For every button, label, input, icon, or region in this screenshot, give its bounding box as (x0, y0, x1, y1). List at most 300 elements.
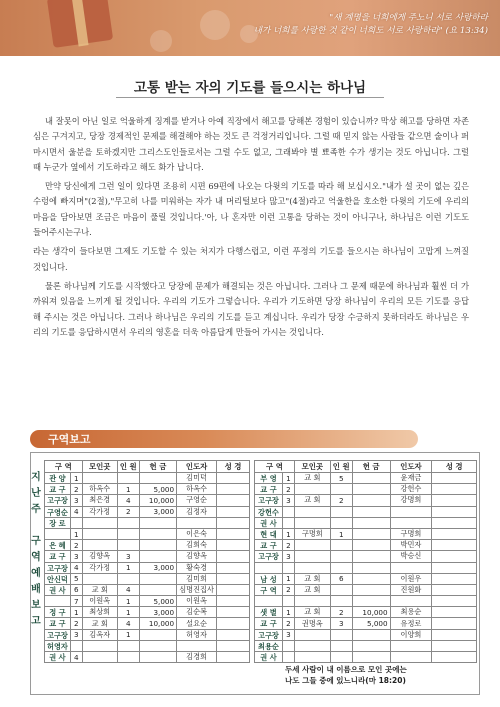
district-group-cell: 남 성 (255, 573, 283, 584)
district-number-cell: 3 (70, 495, 82, 506)
table-row (45, 596, 250, 607)
offering-cell (139, 473, 176, 484)
scripture-cell (432, 540, 477, 551)
side-label-char: 보 (31, 600, 41, 611)
district-group-cell: 고구장 (255, 551, 283, 562)
district-group-cell: 구 역 (255, 584, 283, 595)
scripture-cell (217, 528, 250, 539)
table-row (45, 473, 250, 484)
leader-cell (390, 506, 432, 517)
district-group-cell: 교 구 (45, 484, 71, 495)
meeting-place-cell: 교 회 (294, 607, 330, 618)
offering-cell (352, 540, 390, 551)
sermon-paragraph: 물론 하나님께 기도를 시작했다고 당장에 문제가 해결되는 것은 아닙니다. 그러나 그 문제 때문에 하나님과 훨씬 더 가까워져 있음을 느끼게 될 것입니다. 우리의 기도가 그렇습니다. 우리가 기도하면 당장 하나님이 우리의 모든 기도를 응답해 주시는 것은 아닙니다. 그러나 하나님은 우리의 기도를 듣고 계십니다. 우리가 당장 수긍하지 못하더라도 하나님은 우리의 기도를 응답하시면서 우리의 영혼을 더욱 아름답게 만들어 가시는 것입니다. (33, 280, 469, 337)
header-people: 인 원 (117, 461, 139, 473)
attendance-cell (330, 596, 352, 607)
district-number-cell: 2 (70, 484, 82, 495)
banner-verse-line1: "새 계명을 너희에게 주노니 서로 사랑하라 (329, 13, 488, 23)
table-row (255, 618, 477, 629)
table-row (45, 629, 250, 640)
district-number-cell: 2 (282, 540, 294, 551)
header-district: 구 역 (255, 461, 295, 473)
meeting-place-cell: 교 회 (294, 473, 330, 484)
district-group-cell: 강헌수 (255, 506, 283, 517)
district-group-cell: 관 양 (45, 473, 71, 484)
district-number-cell: 2 (282, 618, 294, 629)
attendance-cell: 6 (330, 573, 352, 584)
offering-cell: 3,000 (139, 562, 176, 573)
leader-cell: 황숙경 (177, 562, 217, 573)
district-group-cell: 은 혜 (45, 540, 71, 551)
district-group-cell: 현 대 (255, 528, 283, 539)
header-place: 모인곳 (294, 461, 330, 473)
table-row (255, 484, 477, 495)
attendance-cell: 1 (117, 484, 139, 495)
scripture-cell (217, 573, 250, 584)
attendance-cell: 1 (117, 607, 139, 618)
district-group-cell: 교 구 (45, 618, 71, 629)
leader-cell: 허영자 (177, 629, 217, 640)
meeting-place-cell: 교 회 (82, 618, 117, 629)
scripture-cell (217, 584, 250, 595)
scripture-cell (217, 596, 250, 607)
offering-cell: 10,000 (139, 495, 176, 506)
attendance-cell (330, 517, 352, 528)
scripture-cell (217, 506, 250, 517)
table-row (255, 562, 477, 573)
meeting-place-cell (294, 629, 330, 640)
district-number-cell: 2 (282, 484, 294, 495)
meeting-place-cell (294, 640, 330, 651)
offering-cell (139, 640, 176, 651)
leader-cell: 설요순 (177, 618, 217, 629)
sermon-title: 고통 받는 자의 기도를 들으시는 하나님 (133, 80, 367, 96)
scripture-cell (432, 551, 477, 562)
scripture-cell (432, 640, 477, 651)
offering-cell (352, 562, 390, 573)
district-number-cell: 2 (282, 584, 294, 595)
banner-verse (168, 12, 488, 38)
side-label-char: 예 (31, 568, 41, 579)
meeting-place-cell (82, 528, 117, 539)
attendance-cell (117, 473, 139, 484)
district-group-cell: 고구장 (45, 562, 71, 573)
district-report-table-right (254, 460, 477, 663)
table-row (255, 652, 477, 663)
offering-cell (352, 596, 390, 607)
scripture-cell (217, 551, 250, 562)
district-number-cell: 1 (282, 528, 294, 539)
leader-cell: 김미덕 (177, 473, 217, 484)
table-header-row (255, 461, 477, 473)
district-number-cell: 3 (70, 551, 82, 562)
meeting-place-cell (82, 640, 117, 651)
scripture-cell (432, 495, 477, 506)
table-row (255, 573, 477, 584)
attendance-cell: 4 (117, 618, 139, 629)
scripture-cell (432, 596, 477, 607)
table-row (255, 506, 477, 517)
sermon-body (33, 114, 469, 344)
leader-cell: 박승신 (390, 551, 432, 562)
district-number-cell: 2 (70, 618, 82, 629)
meeting-place-cell (294, 506, 330, 517)
side-label-char: 난 (31, 488, 41, 499)
offering-cell (352, 640, 390, 651)
attendance-cell: 5 (330, 473, 352, 484)
table-row (255, 584, 477, 595)
report-side-label (30, 470, 42, 695)
offering-cell (352, 473, 390, 484)
offering-cell (139, 540, 176, 551)
district-report-table-left (44, 460, 250, 663)
attendance-cell (117, 652, 139, 663)
leader-cell: 윤재금 (390, 473, 432, 484)
scripture-cell (432, 562, 477, 573)
table-row (45, 517, 250, 528)
attendance-cell: 3 (117, 551, 139, 562)
meeting-place-cell (294, 596, 330, 607)
leader-cell (390, 517, 432, 528)
header-banner (0, 0, 500, 56)
side-label-char: 배 (31, 584, 41, 595)
side-label-char (30, 518, 42, 534)
leader-cell: 이은숙 (177, 528, 217, 539)
attendance-cell (330, 484, 352, 495)
offering-cell: 3,000 (139, 607, 176, 618)
scripture-cell (217, 540, 250, 551)
district-number-cell: 7 (70, 596, 82, 607)
attendance-cell (330, 562, 352, 573)
district-group-cell: 교 구 (45, 551, 71, 562)
table-row (255, 517, 477, 528)
district-number-cell: 3 (282, 551, 294, 562)
meeting-place-cell: 최상희 (82, 607, 117, 618)
district-group-cell: 교 구 (255, 540, 283, 551)
offering-cell (139, 517, 176, 528)
table-row (255, 473, 477, 484)
district-number-cell: 1 (282, 573, 294, 584)
attendance-cell: 2 (117, 506, 139, 517)
offering-cell: 3,000 (139, 506, 176, 517)
scripture-cell (217, 495, 250, 506)
offering-cell (352, 484, 390, 495)
header-scripture: 성 경 (432, 461, 477, 473)
leader-cell: 김경희 (177, 652, 217, 663)
district-number-cell: 1 (70, 607, 82, 618)
offering-cell (139, 573, 176, 584)
district-number-cell: 5 (70, 573, 82, 584)
attendance-cell (330, 640, 352, 651)
district-number-cell: 4 (70, 506, 82, 517)
district-group-cell (45, 596, 71, 607)
offering-cell (352, 517, 390, 528)
offering-cell (352, 551, 390, 562)
attendance-cell (330, 551, 352, 562)
table-footnote-verse (283, 664, 477, 686)
leader-cell: 김향옥 (177, 551, 217, 562)
district-number-cell: 4 (70, 652, 82, 663)
district-number-cell: 3 (282, 495, 294, 506)
district-number-cell: 1 (70, 528, 82, 539)
table-row (255, 596, 477, 607)
district-number-cell (282, 517, 294, 528)
leader-cell: 김희숙 (177, 540, 217, 551)
header-leader: 인도자 (177, 461, 217, 473)
offering-cell (352, 584, 390, 595)
table-header-row (45, 461, 250, 473)
meeting-place-cell (82, 540, 117, 551)
district-number-cell (282, 596, 294, 607)
table-row (255, 607, 477, 618)
meeting-place-cell (294, 551, 330, 562)
leader-cell: 구명희 (390, 528, 432, 539)
district-group-cell: 정 구 (45, 607, 71, 618)
meeting-place-cell (294, 652, 330, 663)
district-group-cell: 허영자 (45, 640, 71, 651)
meeting-place-cell: 최은경 (82, 495, 117, 506)
leader-cell: 강명희 (390, 495, 432, 506)
offering-cell (352, 652, 390, 663)
side-label-char: 역 (31, 552, 41, 563)
header-district: 구 역 (45, 461, 83, 473)
scripture-cell (217, 484, 250, 495)
attendance-cell: 1 (117, 596, 139, 607)
district-group-cell: 고구장 (255, 495, 283, 506)
offering-cell (352, 495, 390, 506)
header-people: 인 원 (330, 461, 352, 473)
meeting-place-cell (82, 517, 117, 528)
district-group-cell: 부 영 (255, 473, 283, 484)
leader-cell (390, 652, 432, 663)
scripture-cell (217, 640, 250, 651)
district-group-cell: 샛 별 (255, 607, 283, 618)
offering-cell (352, 528, 390, 539)
table-row (45, 584, 250, 595)
meeting-place-cell: 각가정 (82, 506, 117, 517)
table-row (255, 528, 477, 539)
leader-cell: 이원우 (390, 573, 432, 584)
offering-cell (139, 652, 176, 663)
attendance-cell: 3 (330, 618, 352, 629)
offering-cell: 10,000 (139, 618, 176, 629)
table-row (45, 640, 250, 651)
scripture-cell (432, 618, 477, 629)
offering-cell: 10,000 (352, 607, 390, 618)
offering-cell: 5,000 (139, 596, 176, 607)
meeting-place-cell: 각가정 (82, 562, 117, 573)
district-number-cell (70, 640, 82, 651)
scripture-cell (432, 517, 477, 528)
district-number-cell: 1 (282, 607, 294, 618)
meeting-place-cell (294, 517, 330, 528)
meeting-place-cell (294, 484, 330, 495)
attendance-cell: 2 (330, 607, 352, 618)
meeting-place-cell (82, 473, 117, 484)
offering-cell: 5,000 (139, 484, 176, 495)
attendance-cell (330, 584, 352, 595)
district-group-cell: 장 로 (45, 517, 71, 528)
header-scripture: 성 경 (217, 461, 250, 473)
offering-cell: 5,000 (352, 618, 390, 629)
footnote-line1: 두세 사람이 내 이름으로 모인 곳에는 (285, 665, 407, 674)
offering-cell (352, 629, 390, 640)
attendance-cell: 1 (330, 528, 352, 539)
offering-cell (139, 629, 176, 640)
leader-cell: 김정자 (177, 506, 217, 517)
attendance-cell: 1 (117, 629, 139, 640)
district-group-cell (255, 596, 283, 607)
table-row (255, 495, 477, 506)
table-row (45, 607, 250, 618)
meeting-place-cell (294, 540, 330, 551)
table-row (255, 640, 477, 651)
table-row (45, 562, 250, 573)
scripture-cell (432, 573, 477, 584)
district-group-cell: 구영순 (45, 506, 71, 517)
attendance-cell: 4 (117, 495, 139, 506)
leader-cell: 진원화 (390, 584, 432, 595)
district-number-cell: 3 (70, 629, 82, 640)
sermon-paragraph: 내 잘못이 아닌 일로 억울하게 징계를 받거나 아예 직장에서 해고를 당해본 경험이 있습니까? 막상 해고를 당하면 자존심은 구겨지고, 당장 경제적인 문제를 해결해야 하는 것도 큰 걱정거리입니다. 그럴 때 믿지 않는 사람들 같으면 술이나 퍼 마시면서 울분을 토하겠지만 그리스도인들로서는 그럴 수도 없고, 그래봐야 별 뾰족한 수가 생기는 것도 아닙니다. 그럴 때 누군가 옆에서 기도하라고 해도 화가 납니다. (33, 116, 469, 172)
scripture-cell (217, 517, 250, 528)
scripture-cell (432, 506, 477, 517)
scripture-cell (217, 607, 250, 618)
scripture-cell (217, 629, 250, 640)
district-group-cell: 최용순 (255, 640, 283, 651)
leader-cell (390, 596, 432, 607)
leader-cell: 최용순 (390, 607, 432, 618)
report-section-label: 구역보고 (48, 433, 91, 446)
attendance-cell (117, 573, 139, 584)
district-group-cell: 권 사 (45, 584, 71, 595)
report-section-bar (30, 430, 418, 448)
side-label-char: 지 (31, 472, 41, 483)
district-number-cell (282, 652, 294, 663)
district-group-cell (255, 562, 283, 573)
leader-cell: 김미희 (177, 573, 217, 584)
scripture-cell (432, 629, 477, 640)
meeting-place-cell: 구명희 (294, 528, 330, 539)
district-number-cell (282, 640, 294, 651)
attendance-cell (330, 540, 352, 551)
table-row (45, 528, 250, 539)
leader-cell: 구영순 (177, 495, 217, 506)
leader-cell (177, 517, 217, 528)
district-number-cell: 3 (282, 629, 294, 640)
scripture-cell (432, 528, 477, 539)
district-group-cell: 교 구 (255, 618, 283, 629)
scripture-cell (217, 562, 250, 573)
attendance-cell (117, 640, 139, 651)
leader-cell: 하옥수 (177, 484, 217, 495)
table-row (255, 551, 477, 562)
scripture-cell (217, 652, 250, 663)
scripture-cell (432, 652, 477, 663)
attendance-cell (330, 629, 352, 640)
table-row (45, 484, 250, 495)
scripture-cell (217, 473, 250, 484)
meeting-place-cell: 권명옥 (294, 618, 330, 629)
leader-cell: 유정로 (390, 618, 432, 629)
meeting-place-cell: 하옥수 (82, 484, 117, 495)
right-table-body (255, 473, 477, 663)
meeting-place-cell: 김옥자 (82, 629, 117, 640)
scripture-cell (432, 484, 477, 495)
offering-cell (352, 573, 390, 584)
leader-cell: 이양희 (390, 629, 432, 640)
meeting-place-cell: 이원옥 (82, 596, 117, 607)
scripture-cell (432, 607, 477, 618)
meeting-place-cell (82, 652, 117, 663)
district-group-cell: 권 사 (255, 652, 283, 663)
meeting-place-cell: 교 회 (82, 584, 117, 595)
attendance-cell: 2 (330, 495, 352, 506)
district-number-cell: 2 (70, 540, 82, 551)
district-number-cell (282, 562, 294, 573)
district-number-cell: 6 (70, 584, 82, 595)
attendance-cell: 1 (117, 562, 139, 573)
table-row (45, 652, 250, 663)
leader-cell: 박민자 (390, 540, 432, 551)
district-group-cell: 권 사 (255, 517, 283, 528)
offering-cell (139, 551, 176, 562)
offering-cell (139, 528, 176, 539)
side-label-char: 주 (31, 504, 41, 515)
offering-cell (352, 506, 390, 517)
district-group-cell: 고구장 (45, 629, 71, 640)
leader-cell (390, 562, 432, 573)
title-divider (116, 97, 384, 98)
side-label-char: 구 (31, 536, 41, 547)
attendance-cell (117, 540, 139, 551)
leader-cell: 이원옥 (177, 596, 217, 607)
district-group-cell: 고구장 (255, 629, 283, 640)
left-table-body (45, 473, 250, 663)
table-row (45, 618, 250, 629)
attendance-cell (117, 528, 139, 539)
header-leader: 인도자 (390, 461, 432, 473)
district-number-cell: 1 (282, 473, 294, 484)
district-group-cell (45, 528, 71, 539)
attendance-cell (330, 506, 352, 517)
table-row (255, 629, 477, 640)
table-row (45, 495, 250, 506)
meeting-place-cell: 교 회 (294, 584, 330, 595)
attendance-cell (330, 652, 352, 663)
attendance-cell (117, 517, 139, 528)
header-place: 모인곳 (82, 461, 117, 473)
leader-cell (177, 640, 217, 651)
district-number-cell (70, 517, 82, 528)
sermon-paragraph: 라는 생각이 들다보면 그제도 기도할 수 있는 처지가 다행스럽고, 이런 푸정의 기도를 들으시는 하나님이 고맙게 느껴질 것입니다. (33, 246, 469, 272)
meeting-place-cell (82, 573, 117, 584)
banner-verse-line2: 내가 너희를 사랑한 것 같이 너희도 서로 사랑하라" (요 13:34) (253, 26, 488, 36)
leader-cell (390, 640, 432, 651)
table-row (45, 551, 250, 562)
scripture-cell (432, 473, 477, 484)
district-number-cell: 4 (70, 562, 82, 573)
meeting-place-cell (294, 562, 330, 573)
side-label-char: 고 (31, 616, 41, 627)
table-row (45, 573, 250, 584)
district-number-cell: 1 (70, 473, 82, 484)
leader-cell: 강헌수 (390, 484, 432, 495)
footnote-line2: 나도 그들 중에 있느니라(마 18:20) (285, 675, 406, 685)
district-group-cell: 권 사 (45, 652, 71, 663)
district-group-cell: 안신덕 (45, 573, 71, 584)
leader-cell: 김순복 (177, 607, 217, 618)
